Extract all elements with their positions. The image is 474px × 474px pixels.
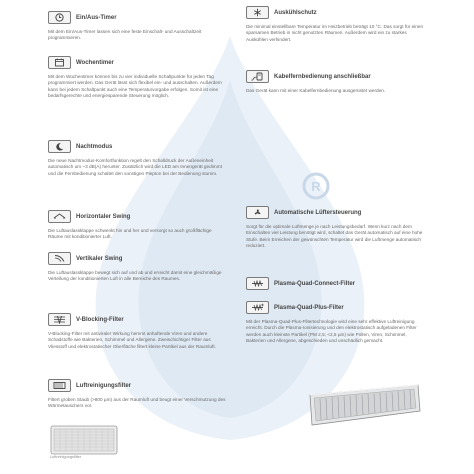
feature-v-blocking-filter [48, 312, 226, 350]
feature-description: V-Blocking-Filter mit antiviraler Wirkung hemmt anhaftende Viren und andere Schadstoffe wie Bakterien, Schimmel und Allergene. Zweischichtiger Filter aus Vliesstoff und elektrostatischer Oberfläche filtert kleine Partikel aus der Raumluft. [48, 331, 216, 349]
calendar-icon [48, 56, 71, 69]
feature-title: Luftreinigungsfilter [76, 382, 131, 389]
air-filter-icon [48, 379, 71, 392]
plasma-filter-photo [306, 381, 424, 429]
feature-description: Das Gerät kann mit einer Kabelfernbedienung ausgerüstet werden. [246, 88, 386, 93]
feature-vertical-swing [48, 251, 226, 283]
feature-title: Plasma-Quad-Plus-Filter [274, 304, 344, 311]
feature-title: V-Blocking-Filter [76, 316, 124, 323]
feature-wired-remote [246, 69, 426, 94]
v-blocking-filter-icon [48, 313, 71, 326]
feature-title: Ein/Aus-Timer [76, 14, 117, 21]
wired-remote-icon [246, 70, 269, 83]
plasma-plus-filter-icon [246, 301, 269, 314]
feature-title: Auskühlschutz [274, 9, 317, 16]
feature-description: Mit der Plasma-Quad-Plus-Filtertechnologie wird eine sehr effektive Luftreinigung erreicht. Durch die Plasma-Ionisierung und den elektrostatisch aufgeladenen Filter werden auch kleinste Partikel (PM 2,5; <2,5 µm) wie Pollen, Viren, Schimmel, Bakterien und Allergene, abgeschieden und unschädlich gemacht. [246, 319, 417, 344]
feature-night-mode [48, 139, 226, 177]
feature-title: Kabelfernbedienung anschließbar [274, 73, 371, 80]
feature-title: Plasma-Quad-Connect-Filter [274, 280, 356, 287]
feature-weekly-timer [48, 55, 226, 100]
moon-icon [48, 140, 71, 153]
feature-description: Die Luftauslassklappe schwenkt hin und her und versorgt so auch großflächige Räume mit konditionierter Luft. [48, 228, 212, 240]
air-filter-photo [48, 424, 120, 458]
feature-plasma-quad-plus [246, 300, 426, 345]
feature-title: Automatische Lüftersteuerung [274, 209, 362, 216]
filter-caption: Luftreinigungsfilter [50, 455, 82, 459]
feature-plasma-quad-connect [246, 276, 426, 291]
auto-fan-icon [246, 206, 269, 219]
feature-description: Sorgt für die optimale Luftmenge je nach Leistungsbedarf. Wenn kurz nach dem Einschalten viel Leistung benötigt wird, schaltet das Gerät automatisch auf eine hohe Stufe. Beim Erreichen der gewünschten Temperatur wird die Luftmenge automatisch reduziert. [246, 224, 423, 249]
feature-description: Filtert groben Staub (>800 µm) aus der Raumluft und beugt einer Verschmutzung des Wärmetauschers vor. [48, 397, 226, 409]
feature-on-off-timer [48, 10, 226, 42]
feature-description: Die Luftauslassklappe bewegt sich auf und ab und erreicht damit eine gleichmäßige Verteilung der konditionierten Luft in alle Bereiche des Raumes. [48, 270, 222, 282]
plasma-filter-icon [246, 277, 269, 290]
feature-title: Vertikaler Swing [76, 255, 123, 262]
feature-description: Die minimal einstellbare Temperatur im Heizbetrieb beträgt 10 °C. Das sorgt für einen sparsamen Betrieb in nicht genutzten Räumen. Außerdem wird ein zu starkes Auskühlen verhindert. [246, 24, 424, 42]
feature-auto-fan-control [246, 205, 426, 250]
feature-title: Horizontaler Swing [76, 213, 131, 220]
feature-air-cleaning-filter [48, 378, 226, 410]
horizontal-swing-icon [48, 210, 71, 223]
feature-description: Die neue Nachtmodus-Komfortfunktion regelt den Schalldruck der Außeneinheit automatisch um ~3 dB(A) herunter. Zusätzlich wird die LED am Innengerät gedimmt und die Fernbedienung schaltet den sonstigen Piepton bei der Bedienung stumm. [48, 158, 222, 176]
feature-title: Nachtmodus [76, 143, 113, 150]
snowflake-icon [246, 6, 269, 19]
feature-horizontal-swing [48, 209, 226, 241]
feature-title: Wochentimer [76, 59, 114, 66]
vertical-swing-icon [48, 252, 71, 265]
clock-icon [48, 11, 71, 24]
feature-description: Mit dem Wochentimer können bis zu vier individuelle Schaltpunkte für jeden Tag programmiert werden. Das Gerät lässt sich flexibel ein- und ausschalten. Außerdem kann bei jedem Schaltpunkt auch eine Temperaturvorgabe erfolgen. Somit ist eine bedarfsgerechte und energiesparende Steuerung möglich. [48, 74, 222, 99]
feature-description: Mit dem Ein/Aus-Timer lassen sich eine feste Einschalt- und Ausschaltzeit programmieren. [48, 29, 202, 41]
svg-text:R: R [311, 179, 321, 194]
feature-frost-protection [246, 5, 426, 43]
